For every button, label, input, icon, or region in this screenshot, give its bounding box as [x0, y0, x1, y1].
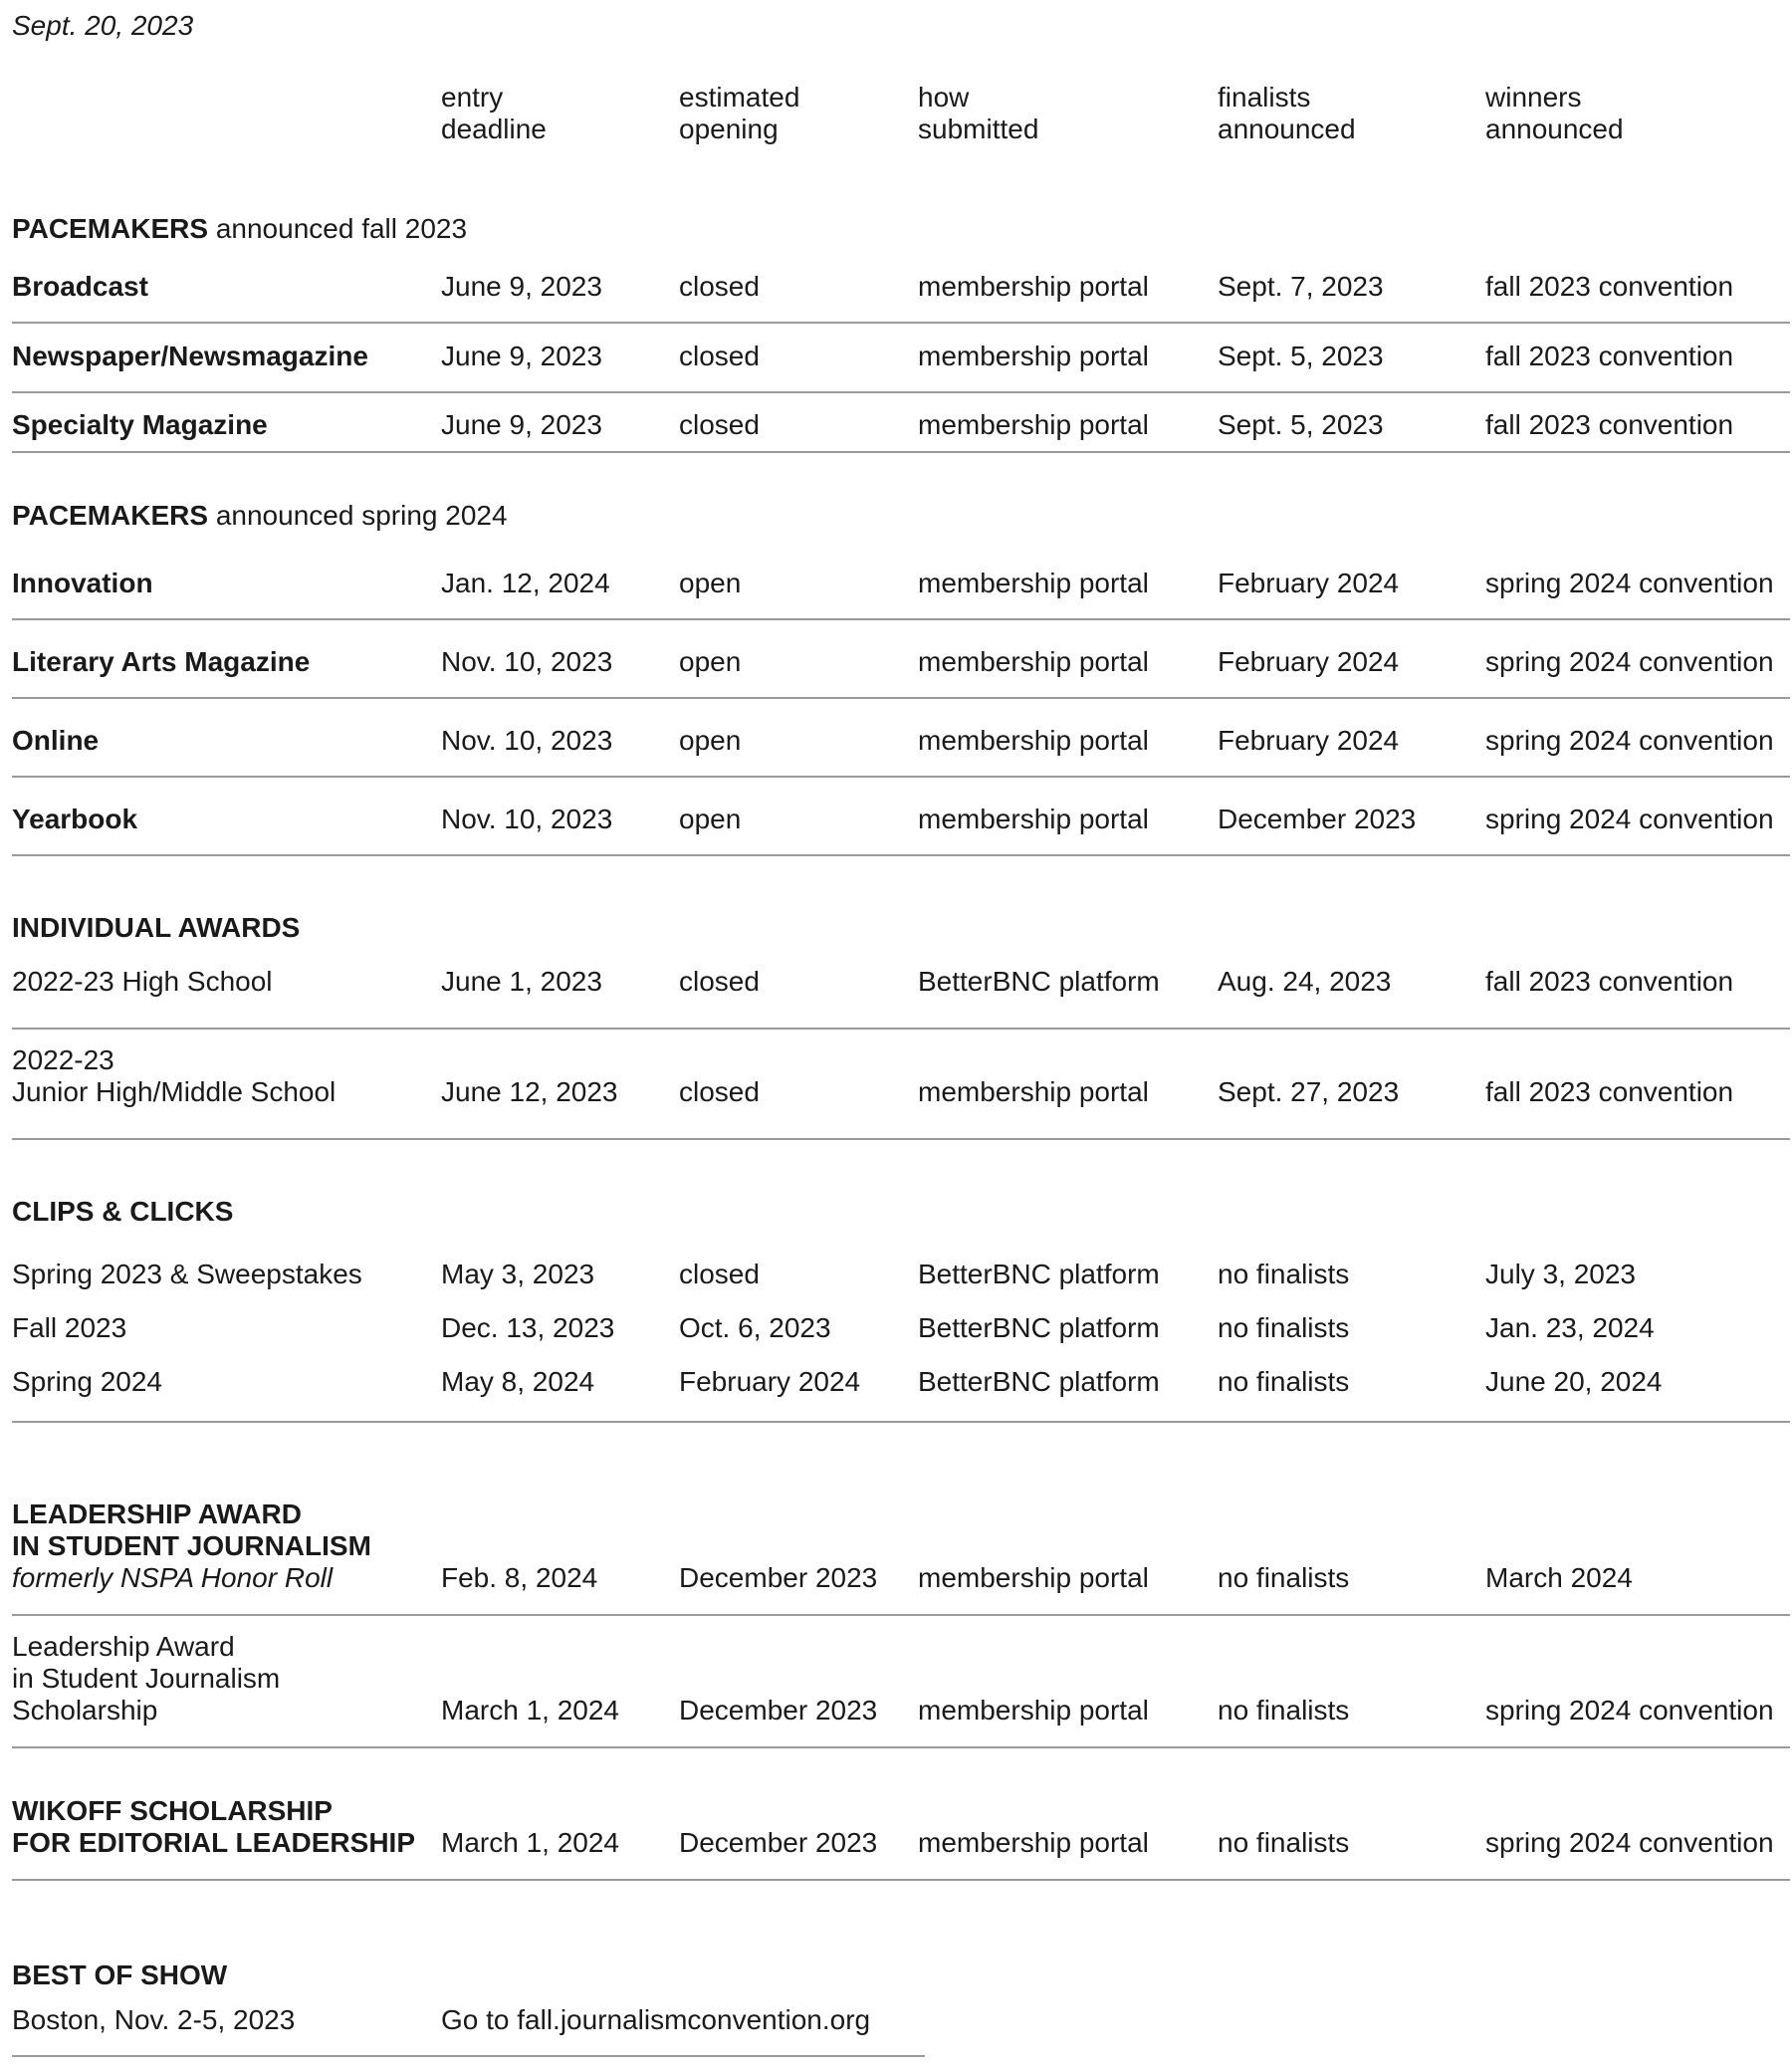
estimated-opening: closed [679, 1259, 760, 1289]
winners-announced: June 20, 2024 [1485, 1366, 1663, 1397]
estimated-opening: open [679, 568, 742, 598]
row-divider [12, 451, 1790, 453]
award-name: Newspaper/Newsmagazine [12, 341, 368, 371]
finalists-announced: Sept. 5, 2023 [1218, 409, 1384, 440]
row-divider [12, 1746, 1790, 1748]
award-name: Spring 2024 [12, 1366, 163, 1397]
finalists-announced: Aug. 24, 2023 [1218, 966, 1392, 997]
finalists-announced: February 2024 [1218, 646, 1400, 677]
row-divider [12, 697, 1790, 699]
entry-deadline: Dec. 13, 2023 [441, 1312, 615, 1343]
winners-announced: spring 2024 convention [1485, 646, 1774, 677]
finalists-announced: no finalists [1218, 1366, 1350, 1397]
header-how-submitted: how submitted [918, 82, 1039, 144]
how-submitted: BetterBNC platform [918, 1259, 1160, 1289]
row-divider [12, 1879, 1790, 1881]
winners-announced: July 3, 2023 [1485, 1259, 1636, 1289]
winners-announced: spring 2024 convention [1485, 568, 1774, 598]
estimated-opening: December 2023 [679, 1562, 878, 1593]
how-submitted: membership portal [918, 409, 1149, 440]
award-name: Fall 2023 [12, 1312, 127, 1343]
entry-deadline: Nov. 10, 2023 [441, 725, 613, 756]
row-divider [12, 618, 1790, 620]
section-title-pacemakers-fall: PACEMAKERS announced fall 2023 [12, 213, 468, 244]
winners-announced: spring 2024 convention [1485, 804, 1774, 834]
estimated-opening: closed [679, 409, 760, 440]
finalists-announced: Sept. 27, 2023 [1218, 1076, 1400, 1107]
award-name: 2022-23 High School [12, 966, 273, 997]
how-submitted: membership portal [918, 1562, 1149, 1593]
award-name: LEADERSHIP AWARD IN STUDENT JOURNALISM formerly NSPA Honor Roll [12, 1498, 371, 1593]
entry-deadline: Feb. 8, 2024 [441, 1562, 598, 1593]
row-divider [12, 854, 1790, 856]
finalists-announced: no finalists [1218, 1827, 1350, 1858]
winners-announced: fall 2023 convention [1485, 966, 1734, 997]
row-divider [12, 322, 1790, 324]
estimated-opening: closed [679, 271, 760, 302]
entry-deadline: Nov. 10, 2023 [441, 646, 613, 677]
header-estimated-opening: estimated opening [679, 82, 800, 144]
winners-announced: spring 2024 convention [1485, 1827, 1774, 1858]
estimated-opening: open [679, 725, 742, 756]
finalists-announced: no finalists [1218, 1695, 1350, 1726]
row-divider [12, 1421, 1790, 1423]
award-name: Boston, Nov. 2-5, 2023 [12, 2004, 296, 2035]
section-title-best-of-show: BEST OF SHOW [12, 1959, 228, 1990]
estimated-opening: open [679, 646, 742, 677]
how-submitted: membership portal [918, 725, 1149, 756]
row-divider [12, 2055, 925, 2057]
estimated-opening: February 2024 [679, 1366, 861, 1397]
award-name: Literary Arts Magazine [12, 646, 311, 677]
how-submitted: membership portal [918, 1695, 1149, 1726]
how-submitted: membership portal [918, 646, 1149, 677]
entry-deadline: June 9, 2023 [441, 271, 602, 302]
estimated-opening: closed [679, 1076, 760, 1107]
winners-announced: fall 2023 convention [1485, 341, 1734, 371]
winners-announced: Jan. 23, 2024 [1485, 1312, 1655, 1343]
section-title-pacemakers-spring: PACEMAKERS announced spring 2024 [12, 500, 508, 531]
winners-announced: spring 2024 convention [1485, 725, 1774, 756]
how-submitted: membership portal [918, 1827, 1149, 1858]
finalists-announced: no finalists [1218, 1562, 1350, 1593]
estimated-opening: open [679, 804, 742, 834]
award-name: Innovation [12, 568, 153, 598]
header-entry-deadline: entry deadline [441, 82, 547, 144]
row-divider [12, 1614, 1790, 1616]
row-divider [12, 776, 1790, 778]
best-of-show-note: Go to fall.journalismconvention.org [441, 2004, 871, 2035]
entry-deadline: Jan. 12, 2024 [441, 568, 610, 598]
estimated-opening: December 2023 [679, 1827, 878, 1858]
document-date: Sept. 20, 2023 [12, 10, 194, 41]
award-name: Spring 2023 & Sweepstakes [12, 1259, 362, 1289]
finalists-announced: December 2023 [1218, 804, 1417, 834]
winners-announced: fall 2023 convention [1485, 1076, 1734, 1107]
section-title-individual-awards: INDIVIDUAL AWARDS [12, 912, 301, 943]
how-submitted: BetterBNC platform [918, 1366, 1160, 1397]
finalists-announced: no finalists [1218, 1259, 1350, 1289]
entry-deadline: March 1, 2024 [441, 1827, 619, 1858]
entry-deadline: Nov. 10, 2023 [441, 804, 613, 834]
award-name: 2022-23 Junior High/Middle School [12, 1044, 336, 1107]
how-submitted: BetterBNC platform [918, 966, 1160, 997]
finalists-announced: Sept. 5, 2023 [1218, 341, 1384, 371]
entry-deadline: June 9, 2023 [441, 409, 602, 440]
how-submitted: membership portal [918, 804, 1149, 834]
award-name: WIKOFF SCHOLARSHIP FOR EDITORIAL LEADERSHIP [12, 1795, 416, 1858]
winners-announced: spring 2024 convention [1485, 1695, 1774, 1726]
entry-deadline: May 3, 2023 [441, 1259, 595, 1289]
estimated-opening: closed [679, 341, 760, 371]
winners-announced: March 2024 [1485, 1562, 1633, 1593]
row-divider [12, 391, 1790, 393]
award-name: Yearbook [12, 804, 138, 834]
entry-deadline: March 1, 2024 [441, 1695, 619, 1726]
finalists-announced: February 2024 [1218, 568, 1400, 598]
entry-deadline: May 8, 2024 [441, 1366, 595, 1397]
award-name: Online [12, 725, 100, 756]
entry-deadline: June 1, 2023 [441, 966, 602, 997]
entry-deadline: June 9, 2023 [441, 341, 602, 371]
award-name: Leadership Award in Student Journalism Scholarship [12, 1631, 281, 1726]
row-divider [12, 1028, 1790, 1030]
header-winners-announced: winners announced [1485, 82, 1624, 144]
winners-announced: fall 2023 convention [1485, 409, 1734, 440]
finalists-announced: February 2024 [1218, 725, 1400, 756]
how-submitted: membership portal [918, 271, 1149, 302]
estimated-opening: closed [679, 966, 760, 997]
how-submitted: membership portal [918, 1076, 1149, 1107]
how-submitted: BetterBNC platform [918, 1312, 1160, 1343]
estimated-opening: Oct. 6, 2023 [679, 1312, 831, 1343]
how-submitted: membership portal [918, 341, 1149, 371]
estimated-opening: December 2023 [679, 1695, 878, 1726]
how-submitted: membership portal [918, 568, 1149, 598]
section-title-clips-clicks: CLIPS & CLICKS [12, 1196, 234, 1227]
entry-deadline: June 12, 2023 [441, 1076, 618, 1107]
award-name: Broadcast [12, 271, 148, 302]
row-divider [12, 1138, 1790, 1140]
winners-announced: fall 2023 convention [1485, 271, 1734, 302]
header-finalists-announced: finalists announced [1218, 82, 1356, 144]
finalists-announced: Sept. 7, 2023 [1218, 271, 1384, 302]
award-name: Specialty Magazine [12, 409, 268, 440]
finalists-announced: no finalists [1218, 1312, 1350, 1343]
